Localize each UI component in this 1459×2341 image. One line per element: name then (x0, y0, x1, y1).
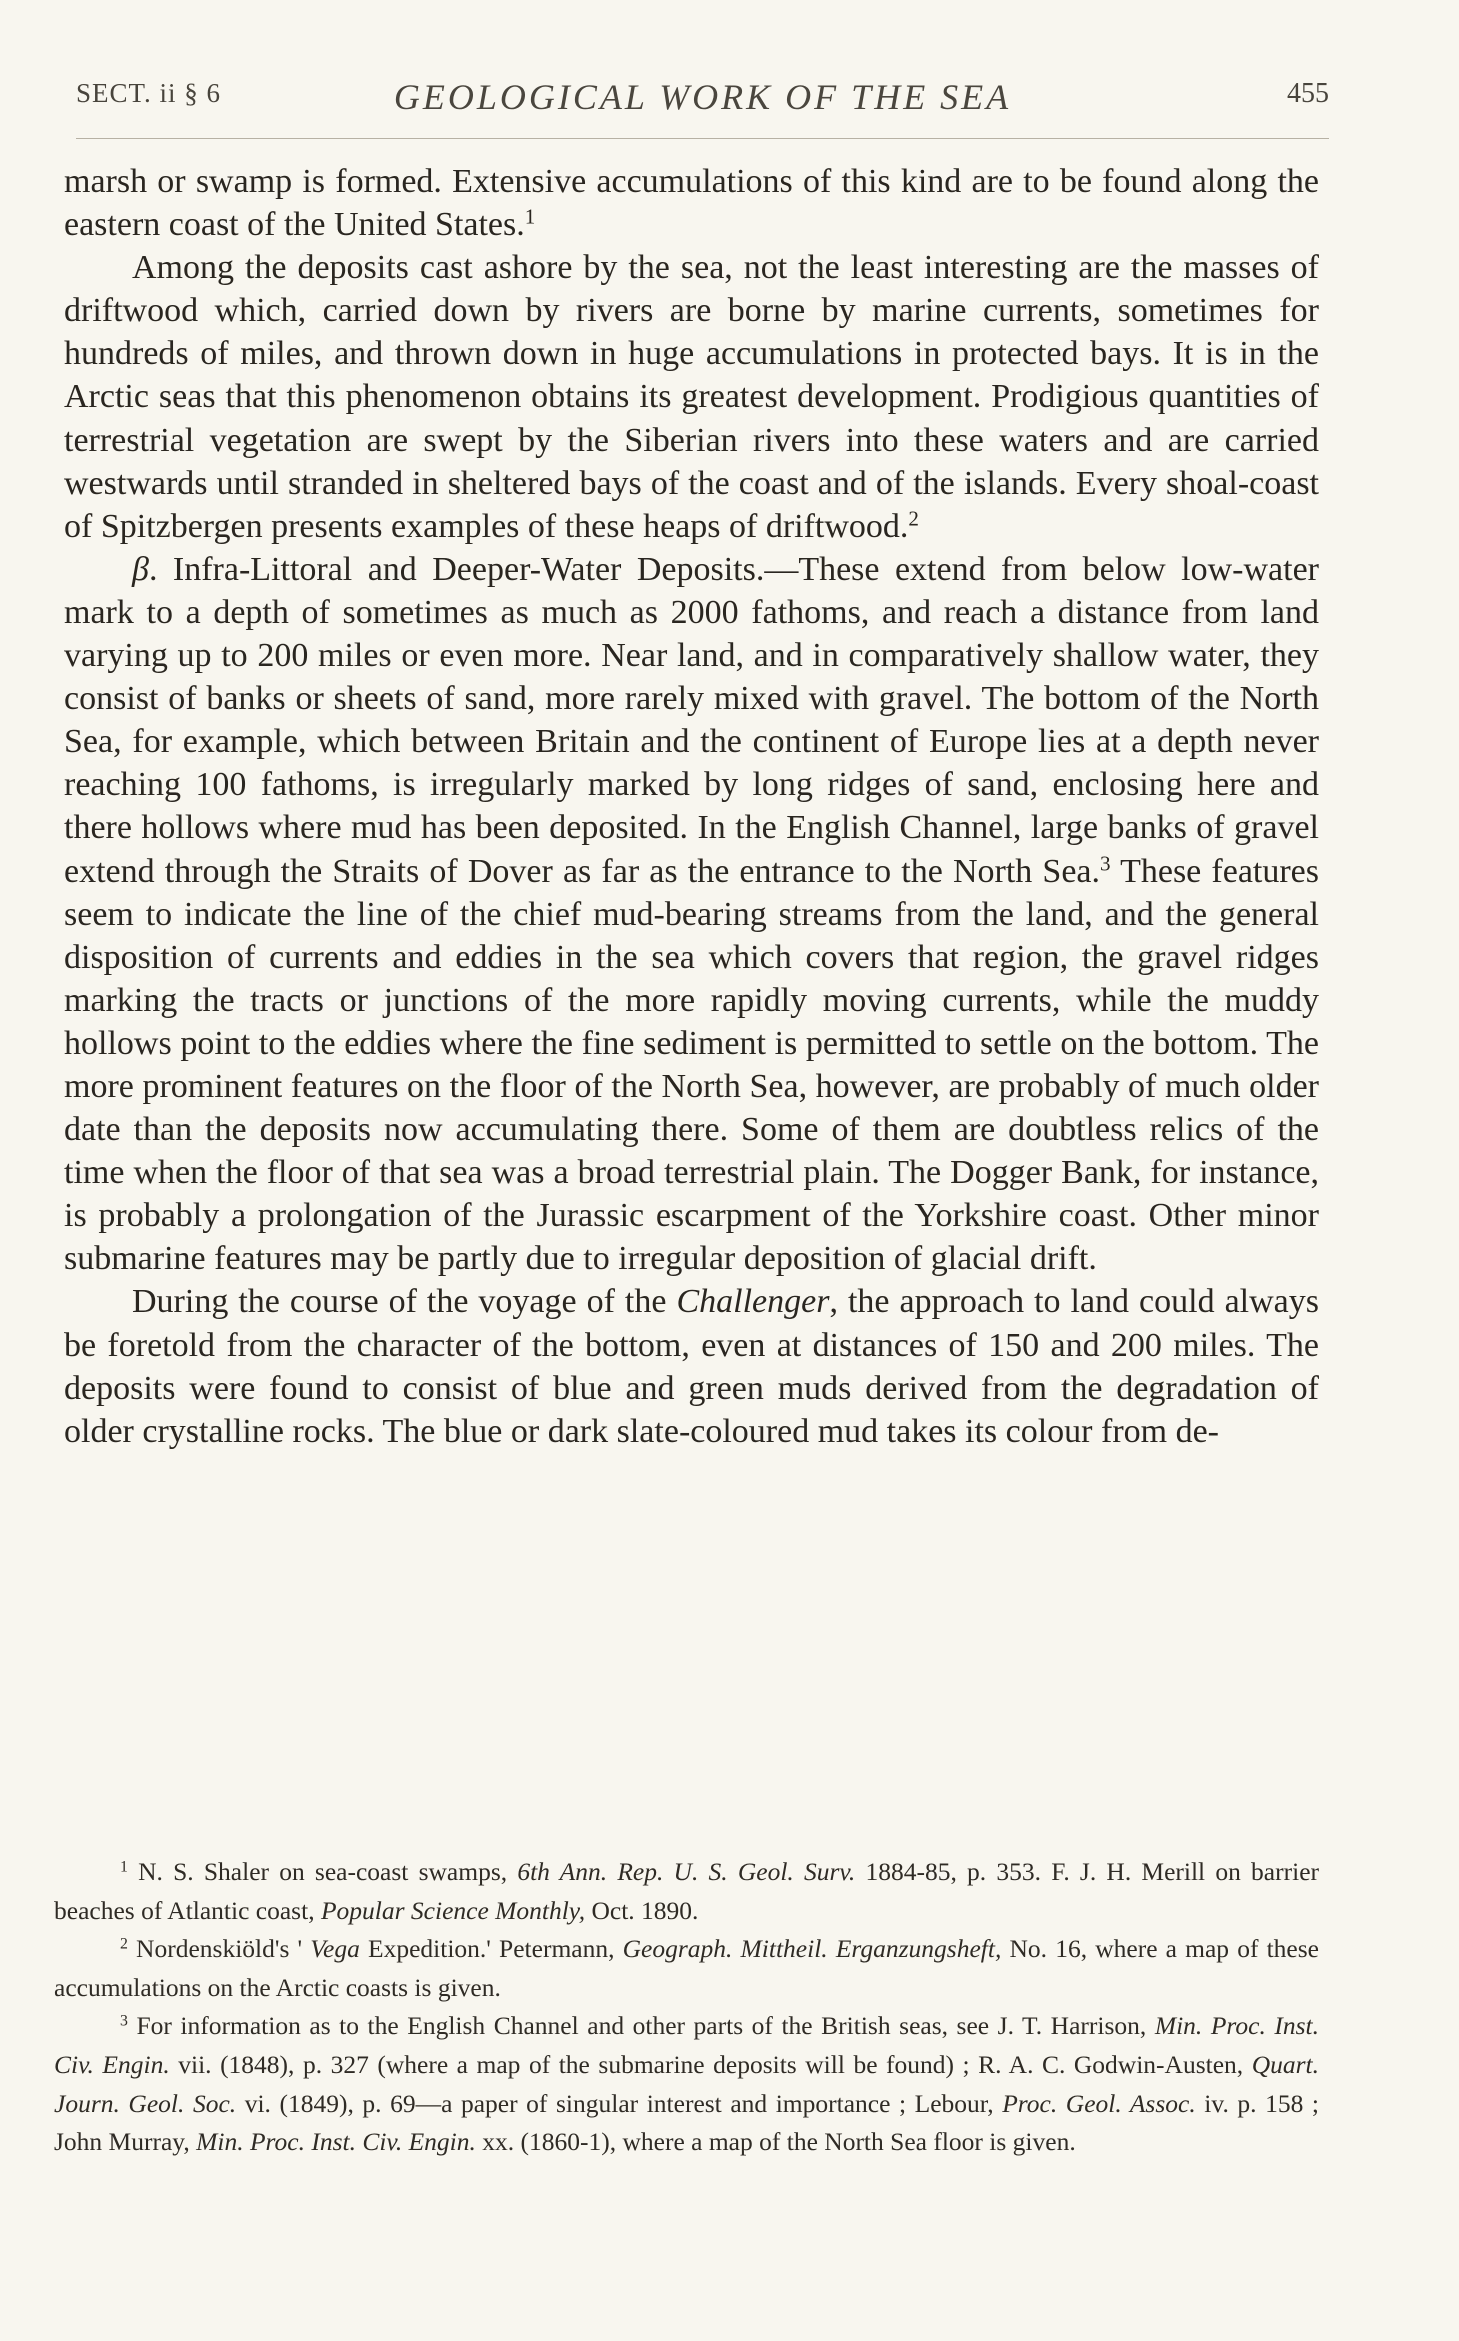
footnotes (54, 1853, 1319, 2162)
text-run: During the course of the voyage of the (132, 1283, 677, 1321)
citation: Vega (310, 1934, 360, 1964)
footnote-2 (54, 1930, 1319, 2007)
text-run: These features seem to indicate the line of the chief mud-bearing streams from the land, and the general disposition of currents and eddies in the sea which covers that region, the gravel ridges marking the tracts or junctions of the more rapidly moving currents, while the muddy hollows point to the eddies where the fine sediment is permitted to settle on the bottom. The more prominent features on the floor of the North Sea, however, are probably of much older date than the deposits now accumulating there. Some of them are doubtless relics of the time when the floor of that sea was a broad terrestrial plain. The Dogger Bank, for instance, is probably a prolongation of the Jurassic escarpment of the Yorkshire coast. Other minor submarine features may be partly due to irregular deposition of glacial drift. (64, 852, 1320, 1278)
text-run: N. S. Shaler on sea-coast swamps, (127, 1857, 518, 1886)
paragraph-continuation (64, 160, 1319, 246)
running-header (76, 78, 1329, 118)
text-run: 1884-85, p. 353. F. J. H. Merill on barrier beaches of Atlantic coast, (54, 1857, 1320, 1925)
footnote-ref-1: 1 (524, 204, 536, 229)
section-reference: SECT. ii § 6 (76, 78, 222, 108)
paragraph-challenger (64, 1280, 1319, 1452)
footnote-1 (54, 1853, 1319, 1930)
text-run: , the approach to land could always be foretold from the character of the bottom, even at distances of 150 and 200 miles. The deposits were found to consist of blue and green muds derived from the degradation of older crystalline rocks. The blue or dark slate-coloured mud takes its colour from de- (64, 1283, 1319, 1450)
main-text (64, 160, 1319, 1453)
paragraph-infra-littoral (64, 548, 1319, 1281)
citation: Min. Proc. Inst. Civ. Engin. (196, 2127, 476, 2157)
footnote-ref-3: 3 (1100, 850, 1111, 875)
footnote-ref-2: 2 (908, 506, 919, 531)
text-run: Oct. 1890. (585, 1895, 699, 1925)
page-number: 455 (1287, 78, 1329, 109)
citation: Quart. Journ. Geol. Soc. (54, 2049, 1320, 2118)
paragraph-driftwood (64, 246, 1319, 548)
text-run: . Infra-Littoral and Deeper-Water Deposits.—These extend from below low-water mark to a depth of sometimes as much as 2000 fathoms, and reach a distance from land varying up to 200 miles or even more. Near land, and in comparatively shallow water, they consist of banks or sheets of sand, more rarely mixed with gravel. The bottom of the North Sea, for example, which between Britain and the continent of Europe lies at a depth never reaching 100 fathoms, is irregularly marked by long ridges of sand, enclosing here and there hollows where mud has been deposited. In the English Channel, large banks of gravel extend through the Straits of Dover as far as the entrance to the North Sea. (64, 550, 1319, 890)
text-run: Among the deposits cast ashore by the sea, not the least interesting are the masses of driftwood which, carried down by rivers are borne by marine currents, sometimes for hundreds of miles, and thrown down in huge accumulations in protected bays. It is in the Arctic seas that this phenomenon obtains its greatest development. Prodigious quantities of terrestrial vegetation are swept by the Siberian rivers into these waters and are carried westwards until stranded in sheltered bays of the coast and of the islands. Every shoal-coast of Spitzbergen presents examples of these heaps of driftwood. (64, 249, 1319, 545)
citation: 6th Ann. Rep. U. S. Geol. Surv. (517, 1857, 856, 1886)
text-run: iv. p. 158 ; John Murray, (54, 2088, 1319, 2157)
text-run: marsh or swamp is formed. Extensive accumulations of this kind are to be found along the eastern coast of the United States. (64, 163, 1319, 244)
text-run: vii. (1848), p. 327 (where a map of the submarine deposits will be found) ; R. A. C. Godwin-Austen, (169, 2049, 1252, 2079)
citation: Geograph. Mittheil. Erganzungsheft, (622, 1934, 1002, 1964)
footnote-number: 2 (120, 1935, 128, 1953)
header-rule (76, 138, 1329, 139)
citation: Popular Science Monthly, (320, 1895, 586, 1925)
footnote-number: 1 (120, 1858, 128, 1876)
running-title: GEOLOGICAL WORK OF THE SEA (393, 77, 1012, 117)
text-run: xx. (1860-1), where a map of the North Sea floor is given. (475, 2127, 1076, 2157)
text-run: For information as to the English Channel and other parts of the British seas, see J. T. Harrison, (127, 2011, 1155, 2041)
section-marker-beta: β (132, 550, 149, 588)
citation: Min. Proc. Inst. Civ. Engin. (54, 2011, 1320, 2079)
ship-name: Challenger (676, 1283, 830, 1321)
citation: Proc. Geol. Assoc. (1002, 2088, 1196, 2118)
text-run: No. 16, where a map of these accumulations on the Arctic coasts is given. (54, 1934, 1319, 2002)
text-run: Nordenskiöld's ' (127, 1934, 311, 1964)
text-run: Expedition.' Petermann, (359, 1934, 623, 1964)
text-run: vi. (1849), p. 69—a paper of singular interest and importance ; Lebour, (236, 2088, 1003, 2118)
footnote-number: 3 (120, 2012, 128, 2030)
footnote-3 (54, 2007, 1319, 2161)
